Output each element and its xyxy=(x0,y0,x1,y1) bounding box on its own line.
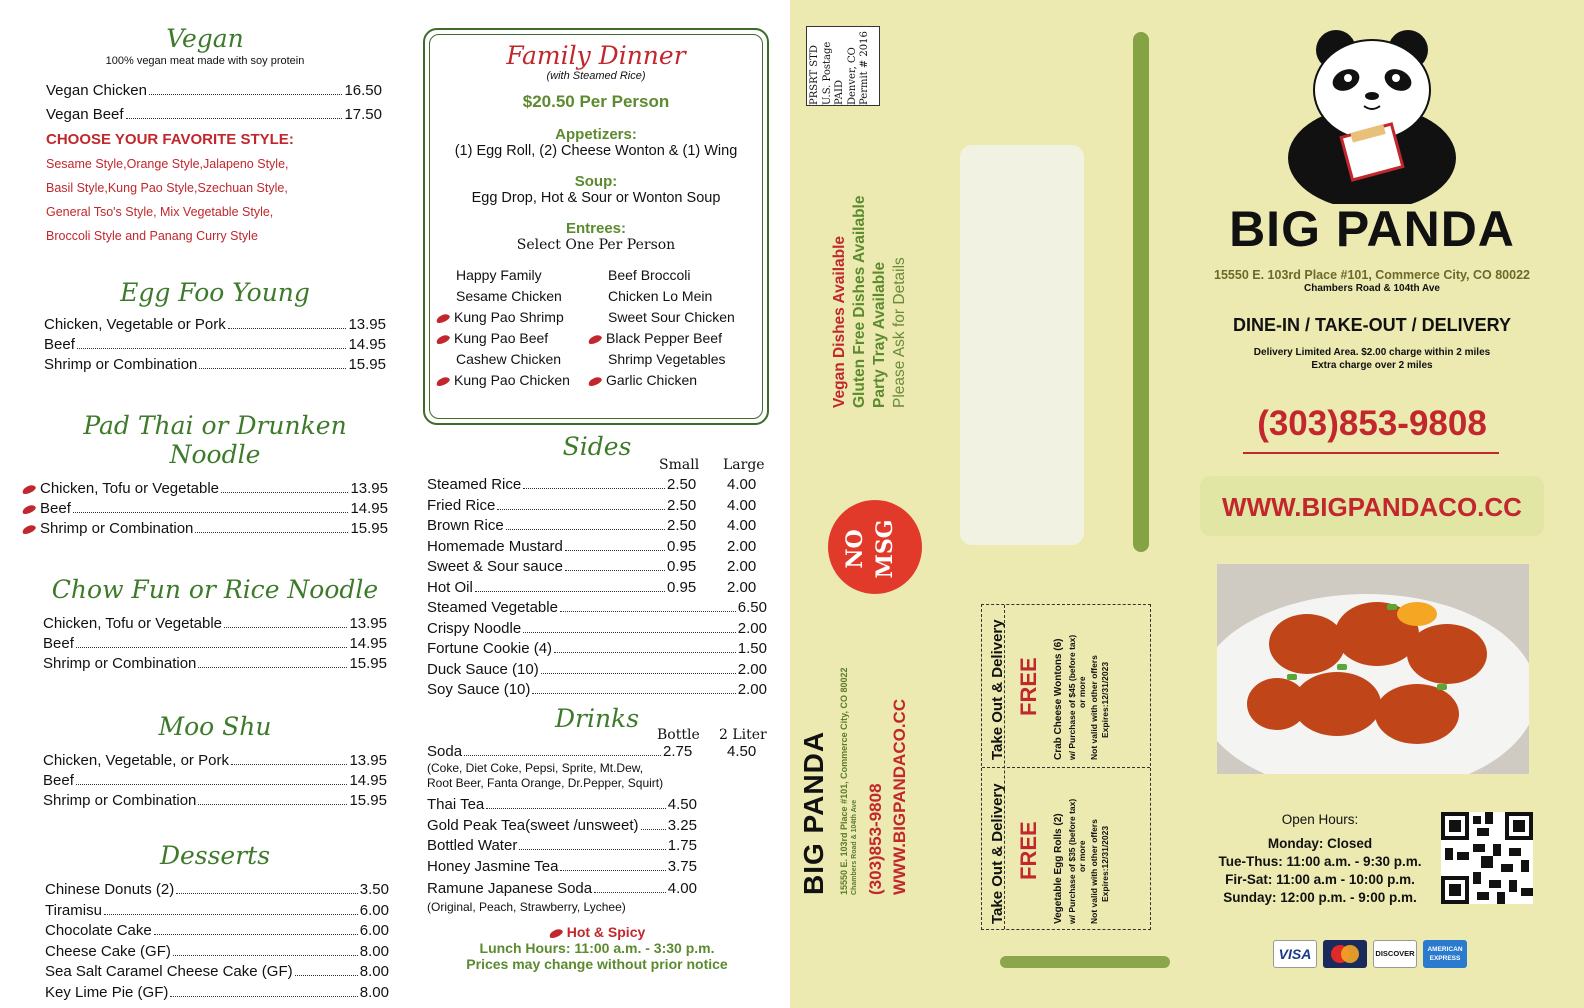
chili-icon xyxy=(435,333,451,345)
front-phone[interactable]: (303)853-9808 xyxy=(1257,404,1487,443)
delivery-note-extra: Extra charge over 2 miles xyxy=(1311,360,1433,371)
menu-item: Beef 14.95 xyxy=(44,336,386,353)
entrees-note: Select One Per Person xyxy=(516,237,676,253)
availability-notes: Vegan Dishes Available Gluten Free Dishes Available Party Tray Available Please Ask for Details xyxy=(831,195,908,408)
section-title-drinks: Drinks xyxy=(554,704,640,733)
brush-stroke xyxy=(1133,32,1149,552)
menu-item: Chinese Donuts (2) 3.50 xyxy=(45,881,389,898)
family-dinner-price: $20.50 Per Person xyxy=(522,92,670,111)
panda-logo xyxy=(1284,28,1460,204)
payment-cards xyxy=(1273,940,1467,968)
visa-card-icon: VISA xyxy=(1273,940,1317,968)
menu-item: Chicken, Vegetable, or Pork 13.95 xyxy=(43,752,387,769)
sides-list: Steamed Rice 2.50 4.00 Fried Rice 2.50 4.00 Brown Rice 2.50 4.00 Homemade Mustard 0.95 2.00 Sweet & Sour sauce 0.95 2.00 Hot Oil 0.95 2.00 Steamed Vegetable 6.50 Crispy Noodle 2.00 Fortune Cookie (4) 1.50 Duck Sauce (10) 2.00 Soy Sauce (10) 2.00 xyxy=(427,476,767,698)
mastercard-card-icon xyxy=(1323,940,1367,968)
menu-item: Beef 14.95 xyxy=(22,499,388,519)
food-photo xyxy=(1217,564,1529,774)
menu-item: Chicken, Tofu or Vegetable 13.95 xyxy=(22,479,388,499)
entrees-label: Entrees: xyxy=(565,220,627,237)
open-hours: Open Hours: Monday: Closed Tue-Thus: 11:00 a.m. - 9:30 p.m. Fir-Sat: 11:00 a.m - 10:00 p.m. Sunday: 12:00 p.m. - 9:00 p.m. xyxy=(1218,812,1422,905)
menu-item: Chicken, Vegetable or Pork 13.95 xyxy=(44,316,386,333)
family-dinner-title: Family Dinner xyxy=(506,41,686,70)
soda-note: Root Beer, Fanta Orange, Dr.Pepper, Squirt) xyxy=(427,776,664,790)
soup-label: Soup: xyxy=(574,173,618,190)
no-msg-badge: NO MSG xyxy=(828,500,922,594)
chow-fun-list xyxy=(43,614,387,674)
front-cross-streets: Chambers Road & 104th Ave xyxy=(1304,283,1440,294)
entrees-right: Beef Broccoli Chicken Lo Mein Sweet Sour Chicken Black Pepper Beef Shrimp Vegetables Garlic Chicken xyxy=(588,265,758,391)
section-title-vegan: Vegan xyxy=(166,24,244,53)
amex-card-icon: AMERICAN EXPRESS xyxy=(1423,940,1467,968)
qr-code[interactable] xyxy=(1441,812,1533,904)
chili-icon xyxy=(21,523,37,535)
vegan-list xyxy=(46,81,382,125)
family-dinner-subtitle: (with Steamed Rice) xyxy=(546,70,646,82)
family-dinner-box xyxy=(423,28,769,425)
chili-icon xyxy=(435,375,451,387)
egg-foo-young-list xyxy=(44,315,386,375)
sides-section: Sides Small Large Steamed Rice 2.50 4.00 Fried Rice 2.50 4.00 Brown Rice 2.50 4.00 Homemade Mustard 0.95 2.00 Sweet & Sour sauce 0.95 2.00 Hot Oil 0.95 2.00 Steamed Vegetable 6.50 Crispy Noodle 2.00 Fortune Cookie (4) 1.50 Duck Sauce (10) 2.00 Soy Sauce (10) 2.00 xyxy=(427,432,767,701)
menu-item: Chicken, Tofu or Vegetable 13.95 xyxy=(43,615,387,632)
chili-icon xyxy=(548,927,564,939)
chili-icon xyxy=(587,333,603,345)
menu-item: Key Lime Pie (GF) 8.00 xyxy=(45,983,389,1001)
service-types: DINE-IN / TAKE-OUT / DELIVERY xyxy=(1232,315,1511,335)
menu-footer: Hot & Spicy Lunch Hours: 11:00 a.m. - 3:30 p.m. Prices may change without prior notice xyxy=(466,924,728,972)
ramune-note: (Original, Peach, Strawberry, Lychee) xyxy=(427,899,626,914)
front-website[interactable]: WWW.BIGPANDACO.CC xyxy=(1222,492,1522,522)
chili-icon xyxy=(21,483,37,495)
chili-icon xyxy=(435,312,451,324)
moo-shu-list xyxy=(43,751,387,811)
menu-item: Shrimp or Combination 15.95 xyxy=(22,519,388,539)
coupon-crab-wontons[interactable]: Take Out & Delivery FREE Crab Cheese Wontons (6) w/ Purchase of $45 (before tax) or more Not valid with other offers Expires:12/31/2023 xyxy=(989,619,1110,760)
menu-item: Tiramisu 6.00 xyxy=(45,901,389,919)
menu-item: Shrimp or Combination 15.95 xyxy=(43,655,387,672)
return-address: BIG PANDA 15550 E. 103rd Place #101, Commerce City, CO 80022 Chambers Road & 104th Ave (303)853-9808 WWW.BIGPANDACO.CC xyxy=(798,667,909,895)
menu-item: Sea Salt Caramel Cheese Cake (GF) 8.00 xyxy=(45,963,389,980)
section-title-moo-shu: Moo Shu xyxy=(158,712,272,741)
section-title-pad-thai: Pad Thai or Drunken Noodle xyxy=(83,411,347,469)
section-title-chow-fun: Chow Fun or Rice Noodle xyxy=(51,575,379,604)
appetizers-text: (1) Egg Roll, (2) Cheese Wonton & (1) Wing xyxy=(454,143,738,159)
menu-item: Beef 14.95 xyxy=(43,772,387,789)
appetizers-label: Appetizers: xyxy=(555,126,637,143)
menu-item: Soda 2.75 4.50 xyxy=(427,743,757,760)
pad-thai-list xyxy=(22,479,388,539)
entrees-grid xyxy=(430,265,762,391)
postage-stamp: PRSRT STD U.S. Postage PAID Denver, CO Permit # 2016 xyxy=(806,26,880,106)
menu-item: Vegan Chicken 16.50 xyxy=(46,82,382,99)
section-title-egg-foo-young: Egg Foo Young xyxy=(120,278,310,307)
brush-stroke-bottom xyxy=(1000,956,1170,968)
discover-card-icon: DISCOVER xyxy=(1373,940,1417,968)
entrees-left: Happy Family Sesame Chicken Kung Pao Shrimp Kung Pao Beef Cashew Chicken Kung Pao Chicken xyxy=(430,265,588,391)
soda-note: (Coke, Diet Coke, Pepsi, Sprite, Mt.Dew, xyxy=(427,761,644,775)
address-window xyxy=(960,145,1084,545)
delivery-note: Delivery Limited Area. $2.00 charge within 2 miles xyxy=(1253,347,1491,358)
chili-icon xyxy=(21,503,37,515)
chili-icon xyxy=(587,375,603,387)
soup-text: Egg Drop, Hot & Sour or Wonton Soup xyxy=(471,190,721,206)
menu-item: Vegan Beef 17.50 xyxy=(46,106,382,123)
menu-item: Shrimp or Combination 15.95 xyxy=(44,356,386,373)
style-heading: CHOOSE YOUR FAVORITE STYLE: xyxy=(46,131,294,148)
menu-item: Cheese Cake (GF) 8.00 xyxy=(45,942,389,960)
desserts-list xyxy=(45,880,389,1003)
style-list: Sesame Style,Orange Style,Jalapeno Style, Basil Style,Kung Pao Style,Szechuan Style, General Tso's Style, Mix Vegetable Style, Broccoli Style and Panang Curry Style xyxy=(46,157,289,243)
coupon-egg-rolls[interactable]: Take Out & Delivery FREE Vegetable Egg Rolls (2) w/ Purchase of $35 (before tax) or more Not valid with other offers Expires:12/31/2023 xyxy=(989,783,1110,924)
phone-underline xyxy=(1243,452,1499,454)
front-address: 15550 E. 103rd Place #101, Commerce City, CO 80022 xyxy=(1214,268,1530,282)
brand-title: BIG PANDA xyxy=(1229,201,1515,257)
menu-left-column xyxy=(40,24,390,1003)
section-title-sides: Sides xyxy=(562,432,632,461)
menu-item: Chocolate Cake 6.00 xyxy=(45,922,389,939)
menu-item: Shrimp or Combination 15.95 xyxy=(43,792,387,809)
vegan-subtitle: 100% vegan meat made with soy protein xyxy=(105,55,305,67)
drinks-section: Drinks Bottle 2 Liter Soda 2.75 4.50 (Coke, Diet Coke, Pepsi, Sprite, Mt.Dew, Root Beer, Fanta Orange, Dr.Pepper, Squirt) Thai Tea 4.50 Gold Peak Tea(sweet /unsweet) 3.25 Bottled Water 1.75 Honey Jasmine Tea 3.75 Ramune Japanese Soda 4.00 (Original, Peach, Strawberry, Lychee) xyxy=(427,704,767,914)
section-title-desserts: Desserts xyxy=(159,841,271,870)
menu-item: Beef 14.95 xyxy=(43,635,387,652)
